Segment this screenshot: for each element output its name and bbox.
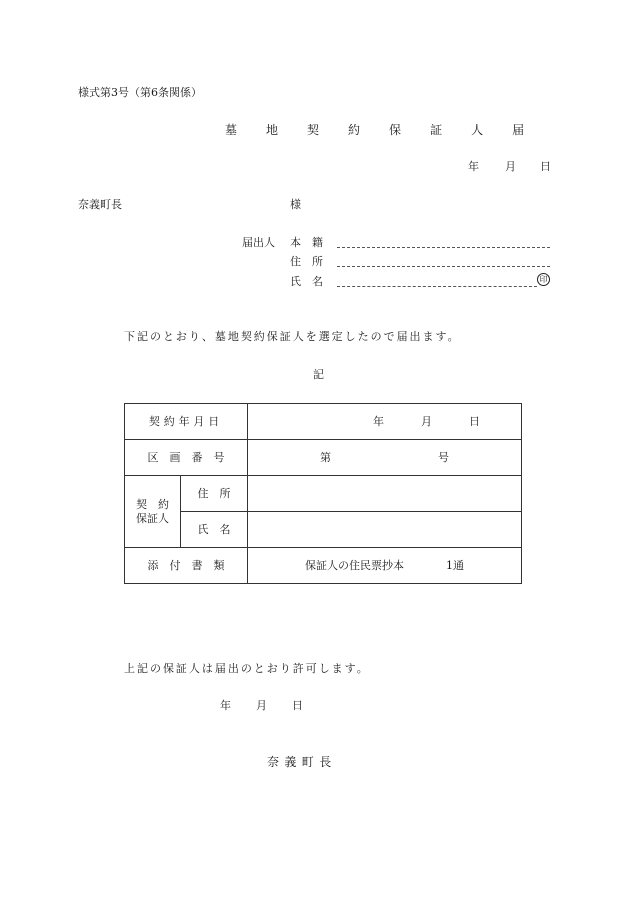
contract-date-month: 月 xyxy=(421,415,432,428)
applicant-domicile-label: 本 籍 xyxy=(290,236,323,249)
guarantor-address-value xyxy=(248,476,522,512)
table-row xyxy=(125,548,522,584)
document-title: 墓 地 契 約 保 証 人 届 xyxy=(225,123,537,137)
applicant-label: 届出人 xyxy=(242,236,275,249)
address-line xyxy=(337,266,550,267)
attachment-count: 1通 xyxy=(446,559,464,572)
header-date-year: 年 xyxy=(468,160,479,173)
table-row xyxy=(125,512,522,548)
contract-date-year: 年 xyxy=(373,415,384,428)
table-row xyxy=(125,440,522,476)
header-date-month: 月 xyxy=(505,160,516,173)
body-text: 下記のとおり、墓地契約保証人を選定したので届出ます。 xyxy=(124,330,461,343)
guarantor-label-line1: 契 約 xyxy=(136,497,169,511)
plot-suffix: 号 xyxy=(438,451,449,464)
table-row xyxy=(125,404,522,440)
details-table xyxy=(124,403,522,584)
applicant-name-label: 氏 名 xyxy=(290,275,323,288)
table-row xyxy=(125,476,522,512)
attachment-value-cell xyxy=(248,548,522,584)
plot-number-value xyxy=(248,440,522,476)
form-number: 様式第3号（第6条関係） xyxy=(78,86,202,99)
applicant-address-label: 住 所 xyxy=(290,255,323,268)
seal-mark: 印 xyxy=(537,273,550,286)
guarantor-label-line2: 保証人 xyxy=(136,511,169,525)
approval-date-day: 日 xyxy=(292,699,303,712)
contract-date-day: 日 xyxy=(469,415,480,428)
addressee-honorific: 様 xyxy=(290,198,301,211)
mayor-signature: 奈義町長 xyxy=(267,755,337,769)
header-date-day: 日 xyxy=(540,160,551,173)
guarantor-name-value xyxy=(248,512,522,548)
approval-date-month: 月 xyxy=(256,699,267,712)
name-line xyxy=(337,286,537,287)
plot-number-label: 区 画 番 号 xyxy=(125,440,248,476)
plot-prefix: 第 xyxy=(320,451,331,464)
approval-text: 上記の保証人は届出のとおり許可します。 xyxy=(124,662,370,675)
addressee-name: 奈義町長 xyxy=(78,198,122,211)
attachment-label: 添 付 書 類 xyxy=(125,548,248,584)
guarantor-address-label: 住 所 xyxy=(181,476,248,512)
guarantor-label xyxy=(125,476,181,548)
contract-date-value xyxy=(248,404,522,440)
approval-date-year: 年 xyxy=(220,699,231,712)
contract-date-label: 契約年月日 xyxy=(125,404,248,440)
attachment-value: 保証人の住民票抄本 xyxy=(305,559,404,572)
ki-label: 記 xyxy=(313,368,324,381)
domicile-line xyxy=(337,247,550,248)
guarantor-name-label: 氏 名 xyxy=(181,512,248,548)
